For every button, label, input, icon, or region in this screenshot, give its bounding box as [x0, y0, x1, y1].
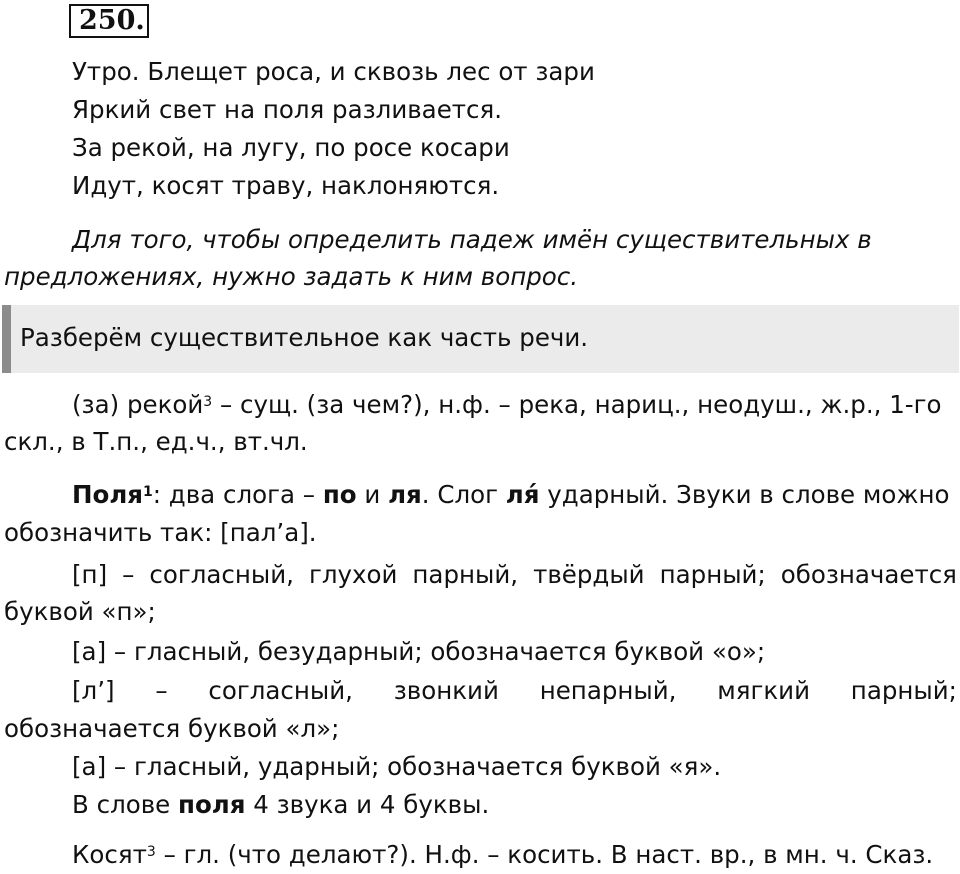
phonetic-text: . Слог — [421, 480, 506, 509]
syllable-1: по — [322, 480, 357, 509]
summary-text: 4 звука и 4 буквы. — [245, 790, 490, 819]
stressed-syllable: ля́ — [505, 480, 540, 509]
poem-line-4: Идут, косят траву, наклоняются. — [72, 171, 500, 200]
word: мягкий — [717, 676, 810, 705]
word: глухой — [308, 560, 398, 589]
instruction-line-2: предложениях, нужно задать к ним вопрос. — [4, 262, 579, 291]
word: парный, — [412, 560, 519, 589]
word: твёрдый — [533, 560, 645, 589]
word: парный; — [659, 560, 766, 589]
word: звонкий — [393, 676, 499, 705]
poem-line-1: Утро. Блещет роса, и сквозь лес от зари — [72, 57, 595, 86]
instruction-line-1: Для того, чтобы определить падеж имён существительных в — [72, 225, 872, 254]
word: парный; — [850, 676, 957, 705]
word: – — [155, 676, 168, 705]
word: непарный, — [539, 676, 677, 705]
word: – — [122, 560, 135, 589]
phonetic-word: Поля — [72, 480, 144, 509]
noun-analysis-line-1 — [72, 390, 942, 420]
noun-analysis-line-2: скл., в Т.п., ед.ч., вт.чл. — [4, 427, 308, 456]
sound-a-stressed: [а] – гласный, ударный; обозначается буквой «я». — [72, 752, 722, 781]
syllable-2: ля — [388, 480, 422, 509]
summary-word: поля — [178, 790, 246, 819]
word: согласный, — [149, 560, 294, 589]
phonetic-line-2: обозначить так: [пал’а]. — [4, 518, 317, 547]
sound-l-line-1 — [72, 676, 957, 706]
phonetic-line-1 — [72, 480, 949, 510]
summary-text: В слове — [72, 790, 179, 819]
poem-line-3: За рекой, на лугу, по росе косари — [72, 133, 510, 162]
summary-line — [72, 790, 489, 820]
word: [п] — [72, 560, 108, 589]
verb-analysis-line — [72, 840, 933, 870]
banner-accent-bar — [2, 305, 11, 373]
noun-word: (за) рекой — [72, 390, 204, 419]
word: [л’] — [72, 676, 115, 705]
phonetic-text: ударный. Звуки в слове можно — [539, 480, 950, 509]
verb-superscript: 3 — [146, 844, 156, 860]
sound-l-line-2: обозначается буквой «л»; — [4, 714, 340, 743]
word: обозначается — [780, 560, 957, 589]
exercise-number: 250. — [69, 4, 149, 38]
phonetic-superscript: 1 — [143, 484, 153, 500]
poem-line-2: Яркий свет на поля разливается. — [72, 95, 503, 124]
verb-rest: – гл. (что делают?). Н.ф. – косить. В наст. вр., в мн. ч. Сказ. — [155, 840, 934, 869]
word: согласный, — [208, 676, 353, 705]
sound-p-line-1 — [72, 560, 957, 590]
section-banner — [2, 305, 959, 373]
banner-text: Разберём существительное как часть речи. — [20, 323, 589, 352]
noun-rest: – сущ. (за чем?), н.ф. – река, нариц., неодуш., ж.р., 1-го — [212, 390, 942, 419]
sound-p-line-2: буквой «п»; — [4, 597, 156, 626]
verb-word: Косят — [72, 840, 147, 869]
phonetic-text: : два слога – — [152, 480, 323, 509]
noun-superscript: 3 — [203, 394, 213, 410]
phonetic-text: и — [356, 480, 389, 509]
sound-a-unstressed: [а] – гласный, безударный; обозначается буквой «о»; — [72, 637, 766, 666]
